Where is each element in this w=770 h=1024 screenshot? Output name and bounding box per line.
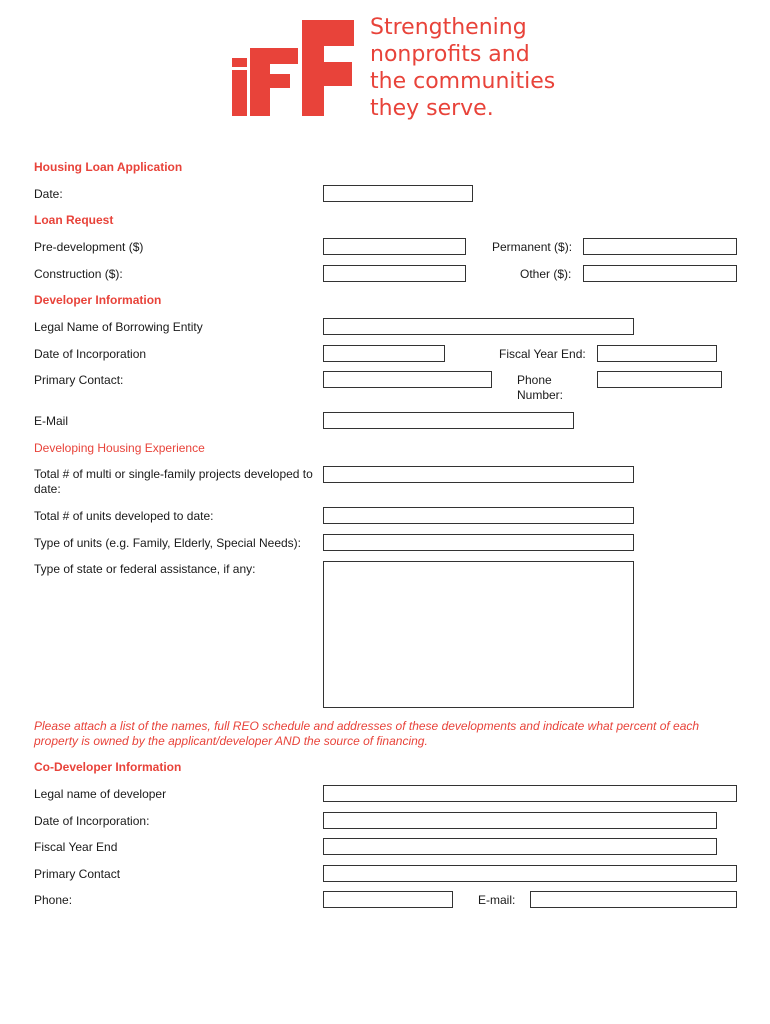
co-fiscal-year-end-label: Fiscal Year End bbox=[34, 840, 118, 854]
iff-logo bbox=[230, 18, 358, 118]
total-units-label: Total # of units developed to date: bbox=[34, 509, 214, 523]
primary-contact-label: Primary Contact: bbox=[34, 373, 124, 387]
fiscal-year-end-field[interactable] bbox=[597, 345, 717, 362]
legal-name-field[interactable] bbox=[323, 318, 634, 335]
email-label: E-Mail bbox=[34, 414, 69, 428]
co-date-incorporation-label: Date of Incorporation: bbox=[34, 814, 150, 828]
date-field[interactable] bbox=[323, 185, 473, 202]
date-incorporation-field[interactable] bbox=[323, 345, 445, 362]
construction-field[interactable] bbox=[323, 265, 466, 282]
co-email-label: E-mail: bbox=[478, 893, 516, 907]
date-incorporation-label: Date of Incorporation bbox=[34, 347, 147, 361]
tagline-line-1: Strengthening bbox=[370, 15, 527, 40]
loan-request-heading: Loan Request bbox=[34, 213, 114, 227]
attachment-note: Please attach a list of the names, full REO schedule and addresses of these developments and indicate what percent of each property is owned by the applicant/developer AND the source of financing. bbox=[34, 719, 700, 748]
tagline-line-2: nonprofits and bbox=[370, 42, 530, 67]
iff-logo-graphic bbox=[230, 18, 358, 118]
type-units-field[interactable] bbox=[323, 534, 634, 551]
co-email-field[interactable] bbox=[530, 891, 737, 908]
phone-number-field[interactable] bbox=[597, 371, 722, 388]
co-phone-label: Phone: bbox=[34, 893, 73, 907]
total-units-field[interactable] bbox=[323, 507, 634, 524]
codeveloper-heading: Co-Developer Information bbox=[34, 760, 182, 774]
tagline-line-3: the communities bbox=[370, 69, 556, 94]
fiscal-year-end-label: Fiscal Year End: bbox=[499, 347, 586, 361]
co-primary-contact-label: Primary Contact bbox=[34, 867, 121, 881]
other-label: Other ($): bbox=[520, 267, 572, 281]
co-phone-field[interactable] bbox=[323, 891, 453, 908]
co-date-incorporation-field[interactable] bbox=[323, 812, 717, 829]
phone-number-label: Phone Number: bbox=[517, 373, 564, 402]
total-projects-label: Total # of multi or single-family projects developed to date: bbox=[34, 467, 313, 496]
type-units-label: Type of units (e.g. Family, Elderly, Special Needs): bbox=[34, 536, 301, 550]
primary-contact-field[interactable] bbox=[323, 371, 492, 388]
date-label: Date: bbox=[34, 187, 63, 201]
tagline-line-4: they serve. bbox=[370, 96, 494, 121]
experience-heading: Developing Housing Experience bbox=[34, 441, 205, 455]
assistance-label: Type of state or federal assistance, if any: bbox=[34, 562, 256, 576]
co-fiscal-year-end-field[interactable] bbox=[323, 838, 717, 855]
form-title: Housing Loan Application bbox=[34, 160, 183, 174]
co-legal-name-label: Legal name of developer bbox=[34, 787, 167, 801]
other-field[interactable] bbox=[583, 265, 737, 282]
predevelopment-label: Pre-development ($) bbox=[34, 240, 144, 254]
legal-name-label: Legal Name of Borrowing Entity bbox=[34, 320, 203, 334]
assistance-textarea[interactable] bbox=[323, 561, 634, 708]
co-legal-name-field[interactable] bbox=[323, 785, 737, 802]
total-projects-field[interactable] bbox=[323, 466, 634, 483]
predevelopment-field[interactable] bbox=[323, 238, 466, 255]
co-primary-contact-field[interactable] bbox=[323, 865, 737, 882]
developer-heading: Developer Information bbox=[34, 293, 162, 307]
email-field[interactable] bbox=[323, 412, 574, 429]
permanent-label: Permanent ($): bbox=[492, 240, 573, 254]
permanent-field[interactable] bbox=[583, 238, 737, 255]
construction-label: Construction ($): bbox=[34, 267, 123, 281]
